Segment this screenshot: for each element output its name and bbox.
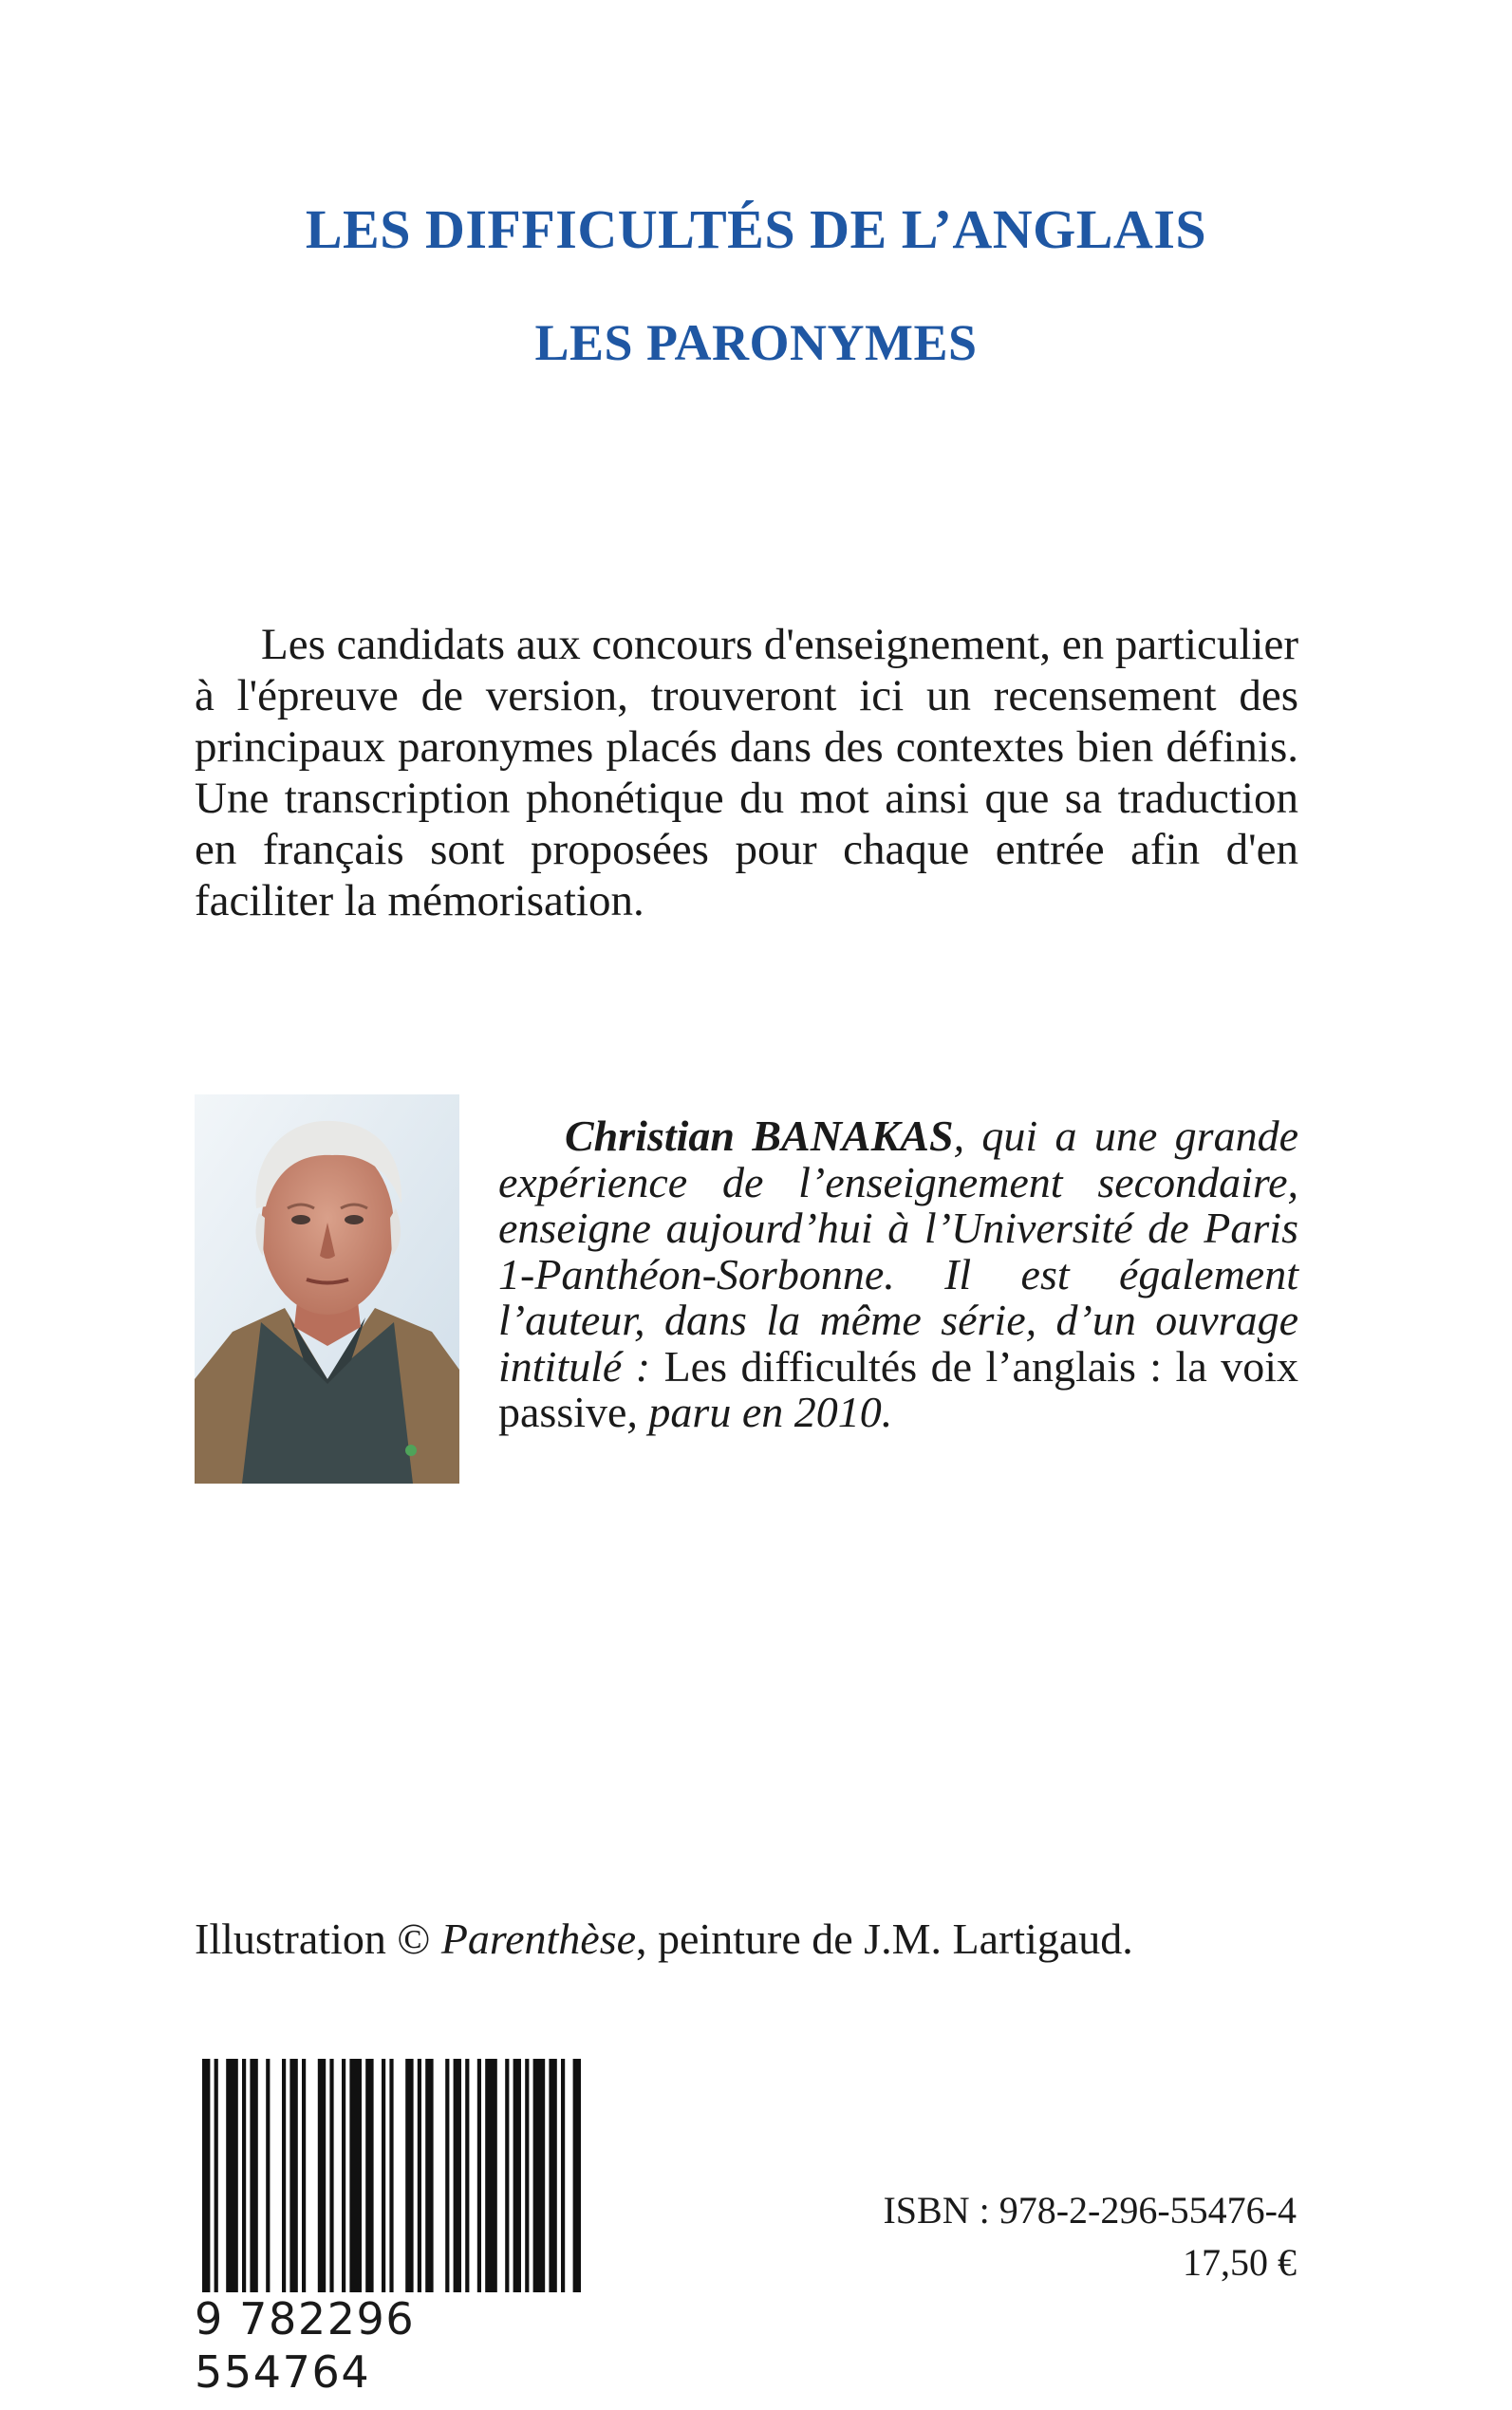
barcode-bar: [505, 2059, 509, 2315]
author-photo: [195, 1094, 459, 1484]
author-name: Christian BANAKAS: [565, 1112, 954, 1160]
barcode-bar: [533, 2059, 546, 2315]
barcode-bar: [454, 2059, 461, 2315]
barcode-bar: [465, 2059, 469, 2315]
barcode-bar: [405, 2059, 413, 2315]
book-title: LES DIFFICULTÉS DE L’ANGLAIS: [305, 198, 1207, 260]
barcode-bar: [318, 2059, 326, 2315]
barcode-bar: [549, 2059, 556, 2315]
barcode-bar: [513, 2059, 521, 2315]
author-portrait-illustration: [195, 1094, 459, 1484]
credit-work-title: Parenthèse: [440, 1915, 637, 1963]
barcode-bar: [349, 2059, 362, 2315]
isbn: ISBN : 978-2-296-55476-4: [883, 2189, 1297, 2232]
author-bio-text-2: , paru en 2010.: [626, 1388, 893, 1436]
barcode-bar: [477, 2059, 481, 2315]
previous-book-title: Les difficultés de l’anglais : la voix passive: [498, 1341, 1298, 1436]
barcode-bar: [561, 2059, 565, 2315]
barcode-bar: [418, 2059, 421, 2315]
barcode-bar: [365, 2059, 373, 2315]
barcode-bar: [485, 2059, 497, 2315]
barcode-bar: [389, 2059, 393, 2315]
barcode-bar: [573, 2059, 581, 2315]
author-bio-text-1: , qui a une grande expérience de l’enseignement secondaire, enseigne aujourd’hui à l’Université de Paris 1-Panthéon-Sorbonne. Il est également l’auteur, dans la même série, d’un ouvrage intitulé :: [498, 1112, 1299, 1391]
barcode-bar: [289, 2059, 297, 2315]
barcode-bar: [250, 2059, 257, 2315]
barcode-digits: 9 782296 554764: [195, 2292, 593, 2399]
barcode-bar: [302, 2059, 306, 2315]
barcode-bar: [382, 2059, 385, 2315]
barcode-bar: [445, 2059, 449, 2315]
credit-suffix: , peinture de J.M. Lartigaud.: [636, 1915, 1133, 1963]
credit-prefix: Illustration ©: [195, 1915, 441, 1963]
barcode-bar: [342, 2059, 345, 2315]
barcode-bar: [329, 2059, 333, 2315]
book-blurb: Les candidats aux concours d'enseignement, en particulier à l'épreuve de version, trouveront ici un recensement des principaux paronymes placés dans des contextes bien définis. Une transcription phonétique du mot ainsi que sa traduction en français sont proposées pour chaque entrée afin d'en faciliter la mémorisation.: [195, 620, 1298, 925]
barcode-bar: [525, 2059, 529, 2315]
price: 17,50 €: [1183, 2241, 1297, 2284]
illustration-credit: [195, 1914, 1133, 1965]
barcode-bar: [266, 2059, 270, 2315]
barcode-bar: [226, 2059, 238, 2315]
barcode-bar: [282, 2059, 286, 2315]
author-bio: [498, 1113, 1298, 1436]
book-subtitle: LES PARONYMES: [534, 314, 978, 371]
barcode-bar: [242, 2059, 246, 2315]
